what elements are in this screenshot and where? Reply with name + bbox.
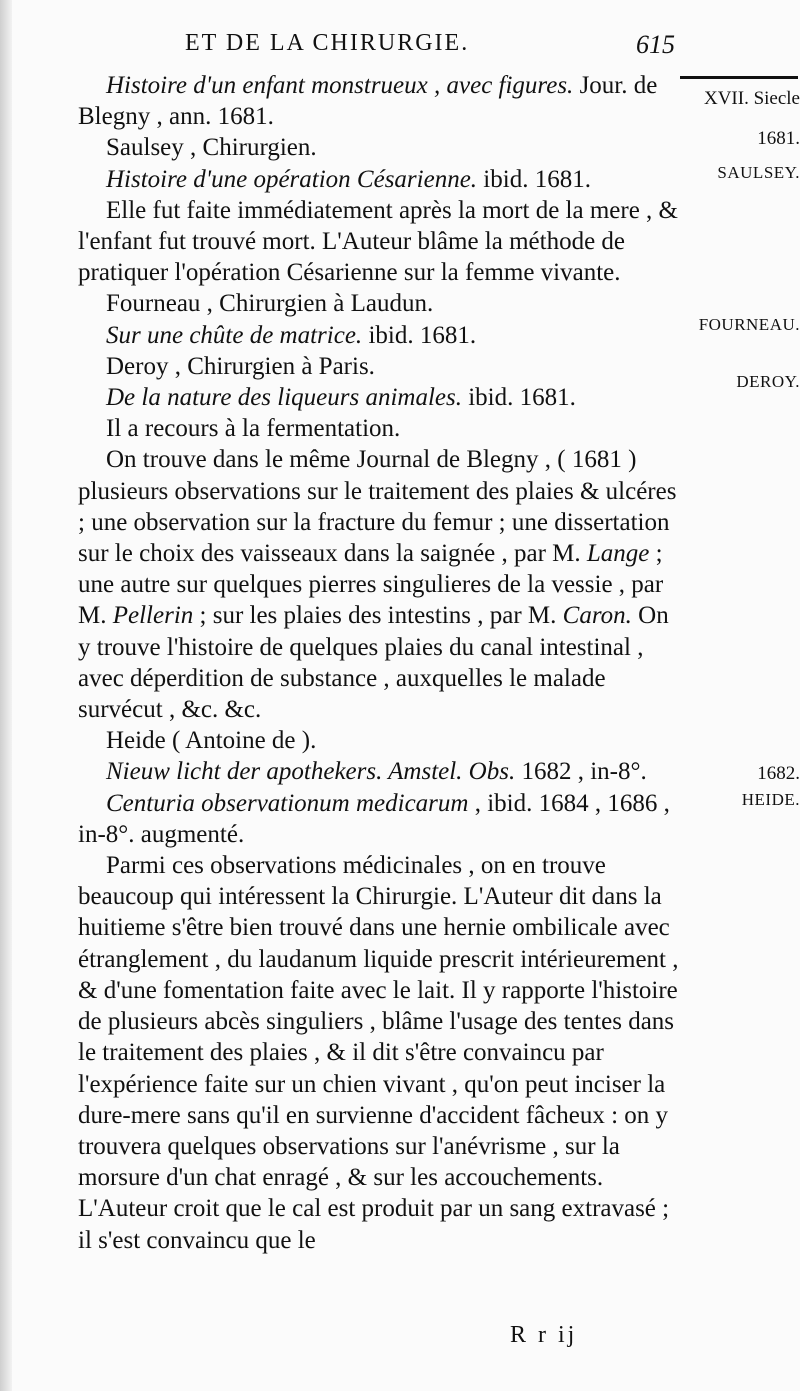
paragraph-observations: Parmi ces observations médicinales , on en trouve beaucoup qui intéressent la Chirurgie. L'Auteur dit dans la huitieme s'être bien trouvé dans une hernie ombilicale avec étranglement , du laudanum liquide prescrit intérieurement , & d'une fomentation faite avec le lait. Il y rapporte l'histoire de plusieurs abcès singuliers , blâme l'usage des tentes dans le traitement des plaies , & il dit s'être convaincu par l'expérience faite sur un chien vivant , qu'on peut inciser la dure-mere sans qu'il en survienne d'accident fâcheux : on y trouvera quelques observations sur l'anévrisme , sur la morsure d'un chat enragé , & sur les accouchements. L'Auteur croit que le cal est produit par un sang extravasé ; il s'est convaincu que le: [78, 852, 679, 1254]
work-title: Histoire d'un enfant monstrueux , avec figures.: [106, 72, 574, 99]
text-run: ; sur les plaies des intestins , par M.: [193, 602, 563, 630]
page-header: [185, 30, 675, 66]
author-saulsey: Saulsey , Chirurgien.: [106, 134, 317, 162]
paragraph-cesarienne: Elle fut faite immédiatement après la mort de la mere , & l'enfant fut trouvé mort. L'Auteur blâme la méthode de pratiquer l'opération Césarienne sur la femme vivante.: [78, 196, 678, 287]
person-name: Caron.: [562, 602, 632, 630]
work-title: Histoire d'une opération Césarienne.: [106, 165, 478, 193]
work-title: Centuria observationum medicarum: [106, 789, 469, 817]
text-run: ; une autre sur quelques pierres singulieres de la vessie , par M.: [78, 540, 664, 630]
signature-mark: R r ij: [510, 1322, 578, 1348]
entry-enfant-monstrueux: [78, 70, 686, 132]
margin-saulsey: SAULSEY.: [717, 163, 800, 182]
citation: ibid. 1681.: [461, 384, 576, 412]
entry-liqueurs-animales: [78, 382, 686, 413]
author-fourneau: Fourneau , Chirurgien à Laudun.: [106, 290, 434, 318]
text-run: On trouve dans le même Journal de Blegny , ( 1681 ) plusieurs observations sur le traitement des plaies & ulcéres ; une observation sur la fracture du femur ; une dissertation sur le choix des vaisseaux dans la saignée , par M.: [78, 446, 677, 568]
citation: ibid. 1681.: [477, 165, 591, 193]
citation: 1682 , in-8°.: [515, 758, 647, 786]
person-name: Lange: [586, 540, 650, 568]
citation: , ibid. 1684 , 1686 , in-8°. augmenté.: [78, 789, 670, 848]
person-name: Pellerin: [112, 602, 194, 630]
entry-centuria: [78, 788, 686, 850]
page-gutter-shadow: [0, 0, 12, 1391]
margin-year-1681: 1681.: [757, 128, 800, 149]
entry-nieuw-licht: [78, 756, 686, 787]
text-run: On y trouve l'histoire de quelques plaies du canal intestinal , avec déperdition de substance , auxquelles le malade survécut , &c. &c.: [78, 602, 669, 724]
running-title: ET DE LA CHIRURGIE.: [185, 30, 470, 56]
margin-deroy: DEROY.: [736, 372, 800, 391]
page-body: [78, 70, 686, 1256]
citation: ibid. 1681.: [362, 321, 477, 349]
paragraph-fermentation: Il a recours à la fermentation.: [106, 415, 401, 443]
margin-rule: [680, 76, 798, 79]
citation: Jour. de Blegny , ann. 1681.: [78, 72, 658, 131]
page-number: 615: [636, 30, 675, 59]
paragraph-journal-blegny: [78, 444, 686, 725]
author-deroy: Deroy , Chirurgien à Paris.: [106, 352, 375, 380]
work-title: De la nature des liqueurs animales.: [106, 384, 462, 412]
entry-operation-cesarienne: [78, 164, 686, 195]
margin-heide: HEIDE.: [741, 790, 800, 809]
entry-chute-matrice: [78, 320, 686, 351]
work-title: Nieuw licht der apothekers. Amstel. Obs.: [106, 758, 516, 786]
margin-century: XVII. Siecle: [703, 88, 800, 109]
margin-fourneau: FOURNEAU.: [698, 315, 800, 334]
margin-year-1682: 1682.: [757, 763, 800, 784]
work-title: Sur une chûte de matrice.: [106, 321, 363, 349]
author-heide: Heide ( Antoine de ).: [106, 727, 317, 755]
